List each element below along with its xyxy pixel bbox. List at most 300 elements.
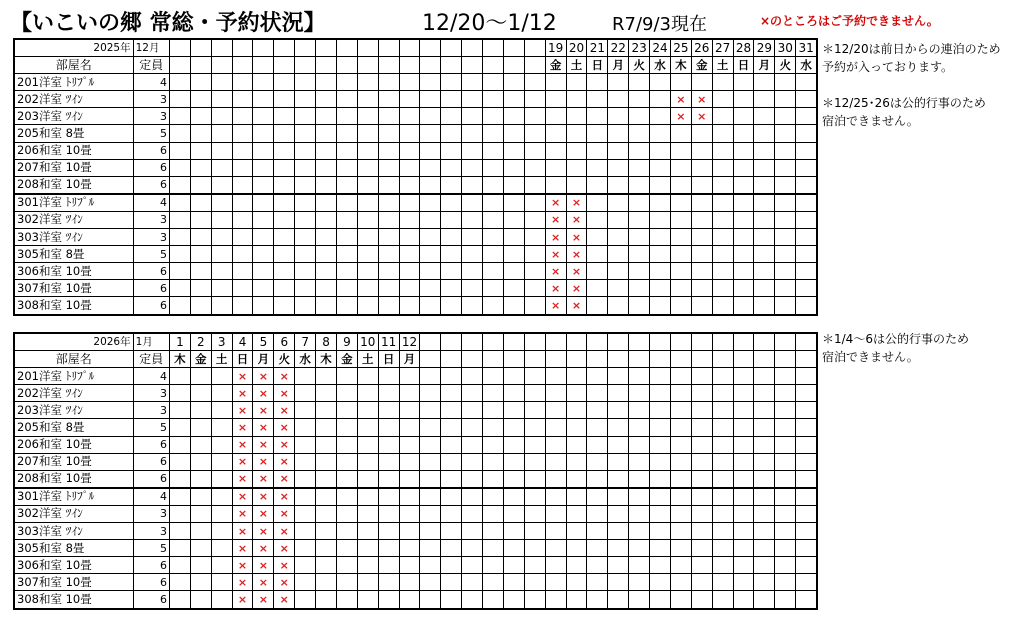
day-cell	[629, 142, 650, 159]
day-cell	[420, 385, 441, 402]
day-cell	[754, 368, 775, 385]
day-cell	[483, 211, 504, 228]
day-cell	[775, 280, 796, 297]
weekday	[295, 57, 316, 74]
day-cell	[587, 419, 608, 436]
day-cell	[650, 540, 671, 557]
day-cell	[462, 488, 483, 506]
day-cell	[712, 263, 733, 280]
unavailable-mark: ×	[566, 263, 587, 280]
day-cell	[483, 557, 504, 574]
day-cell	[357, 385, 378, 402]
day-cell	[399, 176, 420, 194]
room-name: 205和室 8畳	[14, 125, 133, 142]
day-cell	[274, 297, 295, 315]
day-cell	[775, 488, 796, 506]
weekday	[566, 351, 587, 368]
day-cell	[336, 540, 357, 557]
day-cell	[316, 453, 337, 470]
day-number: 19	[545, 39, 566, 57]
day-number	[399, 39, 420, 57]
day-cell	[169, 591, 190, 609]
day-cell	[566, 453, 587, 470]
note-line: 宿泊できません。	[822, 114, 919, 128]
day-cell	[462, 557, 483, 574]
unavailable-mark: ×	[232, 523, 253, 540]
day-cell	[316, 280, 337, 297]
day-cell	[754, 385, 775, 402]
day-cell	[399, 280, 420, 297]
day-cell	[274, 246, 295, 263]
day-cell	[357, 142, 378, 159]
day-cell	[629, 453, 650, 470]
unavailable-mark: ×	[253, 540, 274, 557]
day-cell	[420, 505, 441, 522]
day-cell	[796, 142, 817, 159]
day-cell	[608, 194, 629, 212]
day-cell	[503, 194, 524, 212]
day-cell	[524, 368, 545, 385]
day-cell	[545, 523, 566, 540]
day-cell	[712, 194, 733, 212]
day-cell	[733, 523, 754, 540]
day-cell	[462, 505, 483, 522]
unavailable-mark: ×	[274, 505, 295, 522]
day-cell	[775, 142, 796, 159]
day-cell	[629, 488, 650, 506]
room-row	[14, 419, 817, 436]
day-cell	[378, 470, 399, 488]
day-cell	[754, 470, 775, 488]
room-capacity: 6	[133, 159, 169, 176]
day-number	[712, 333, 733, 351]
day-cell	[629, 246, 650, 263]
day-cell	[545, 591, 566, 609]
day-cell	[775, 211, 796, 228]
day-cell	[775, 368, 796, 385]
day-cell	[545, 91, 566, 108]
room-name: 206和室 10畳	[14, 436, 133, 453]
day-cell	[483, 574, 504, 591]
day-cell	[169, 368, 190, 385]
day-cell	[211, 540, 232, 557]
unavailable-mark: ×	[253, 470, 274, 488]
unavailable-mark: ×	[274, 402, 295, 419]
day-cell	[274, 176, 295, 194]
day-cell	[545, 368, 566, 385]
day-number: 31	[796, 39, 817, 57]
day-cell	[483, 591, 504, 609]
day-cell	[462, 74, 483, 91]
room-name: 205和室 8畳	[14, 419, 133, 436]
day-cell	[712, 574, 733, 591]
day-cell	[650, 159, 671, 176]
day-cell	[608, 246, 629, 263]
day-cell	[336, 402, 357, 419]
day-cell	[378, 229, 399, 246]
day-cell	[670, 211, 691, 228]
day-cell	[378, 574, 399, 591]
day-cell	[566, 488, 587, 506]
day-cell	[629, 523, 650, 540]
day-number-row	[14, 39, 817, 57]
day-cell	[587, 591, 608, 609]
unavailable-mark: ×	[253, 523, 274, 540]
day-cell	[441, 470, 462, 488]
unavailable-mark: ×	[232, 436, 253, 453]
day-cell	[357, 419, 378, 436]
day-cell	[670, 385, 691, 402]
day-cell	[545, 385, 566, 402]
day-cell	[503, 540, 524, 557]
day-cell	[587, 297, 608, 315]
day-cell	[462, 125, 483, 142]
day-cell	[733, 505, 754, 522]
day-cell	[754, 297, 775, 315]
unavailable-mark: ×	[232, 385, 253, 402]
day-cell	[378, 419, 399, 436]
day-cell	[608, 297, 629, 315]
day-cell	[733, 246, 754, 263]
unavailable-mark: ×	[545, 280, 566, 297]
booking-period: 12/20〜1/12	[422, 11, 557, 36]
day-cell	[650, 211, 671, 228]
room-row	[14, 194, 817, 212]
day-cell	[378, 280, 399, 297]
weekday: 水	[796, 57, 817, 74]
day-cell	[587, 540, 608, 557]
day-cell	[545, 176, 566, 194]
day-cell	[316, 557, 337, 574]
room-row	[14, 108, 817, 125]
day-cell	[190, 176, 211, 194]
day-cell	[190, 229, 211, 246]
day-cell	[629, 557, 650, 574]
day-cell	[420, 246, 441, 263]
day-number	[483, 333, 504, 351]
day-cell	[796, 125, 817, 142]
unavailable-mark: ×	[566, 229, 587, 246]
day-cell	[420, 453, 441, 470]
day-cell	[587, 142, 608, 159]
weekday	[169, 57, 190, 74]
day-cell	[420, 142, 441, 159]
day-cell	[503, 523, 524, 540]
day-cell	[232, 246, 253, 263]
day-cell	[524, 297, 545, 315]
day-cell	[566, 591, 587, 609]
day-cell	[754, 540, 775, 557]
unavailable-mark: ×	[274, 470, 295, 488]
day-cell	[545, 108, 566, 125]
day-cell	[712, 297, 733, 315]
day-number: 1	[169, 333, 190, 351]
day-number	[587, 333, 608, 351]
day-cell	[295, 540, 316, 557]
day-cell	[378, 453, 399, 470]
day-cell	[754, 176, 775, 194]
room-capacity: 6	[133, 176, 169, 194]
weekday	[733, 351, 754, 368]
room-row	[14, 453, 817, 470]
day-cell	[670, 142, 691, 159]
day-cell	[441, 540, 462, 557]
day-cell	[775, 385, 796, 402]
day-cell	[733, 470, 754, 488]
day-cell	[169, 505, 190, 522]
weekday	[316, 57, 337, 74]
day-cell	[420, 368, 441, 385]
day-cell	[587, 453, 608, 470]
note	[822, 330, 969, 366]
weekday: 月	[608, 57, 629, 74]
day-cell	[524, 229, 545, 246]
day-cell	[629, 436, 650, 453]
day-cell	[629, 470, 650, 488]
weekday	[274, 57, 295, 74]
day-cell	[691, 229, 712, 246]
day-cell	[691, 385, 712, 402]
day-cell	[274, 159, 295, 176]
day-cell	[169, 91, 190, 108]
day-cell	[295, 74, 316, 91]
unavailable-mark: ×	[232, 470, 253, 488]
day-cell	[670, 591, 691, 609]
day-cell	[336, 297, 357, 315]
day-cell	[357, 125, 378, 142]
day-cell	[566, 385, 587, 402]
day-number: 5	[253, 333, 274, 351]
day-cell	[295, 470, 316, 488]
day-number	[503, 39, 524, 57]
room-capacity: 3	[133, 523, 169, 540]
day-cell	[190, 108, 211, 125]
day-cell	[775, 246, 796, 263]
day-cell	[420, 91, 441, 108]
day-cell	[670, 574, 691, 591]
day-cell	[462, 108, 483, 125]
day-cell	[670, 419, 691, 436]
weekday-row	[14, 57, 817, 74]
day-cell	[691, 211, 712, 228]
day-cell	[796, 74, 817, 91]
day-cell	[524, 505, 545, 522]
day-cell	[274, 263, 295, 280]
day-cell	[587, 505, 608, 522]
day-cell	[399, 436, 420, 453]
unavailable-mark: ×	[274, 368, 295, 385]
day-number	[441, 333, 462, 351]
room-capacity: 4	[133, 368, 169, 385]
day-cell	[608, 540, 629, 557]
day-cell	[503, 280, 524, 297]
day-cell	[650, 505, 671, 522]
day-cell	[775, 125, 796, 142]
day-cell	[462, 402, 483, 419]
day-cell	[462, 246, 483, 263]
weekday	[399, 57, 420, 74]
room-name: 306和室 10畳	[14, 263, 133, 280]
weekday: 土	[211, 351, 232, 368]
day-cell	[295, 280, 316, 297]
day-cell	[691, 453, 712, 470]
day-cell	[796, 385, 817, 402]
day-number	[357, 39, 378, 57]
day-cell	[357, 74, 378, 91]
day-number	[691, 333, 712, 351]
day-cell	[399, 91, 420, 108]
room-capacity: 3	[133, 385, 169, 402]
day-cell	[483, 368, 504, 385]
day-cell	[775, 419, 796, 436]
day-cell	[357, 523, 378, 540]
day-cell	[629, 125, 650, 142]
day-cell	[545, 402, 566, 419]
unavailable-mark: ×	[566, 280, 587, 297]
day-cell	[754, 142, 775, 159]
day-cell	[691, 488, 712, 506]
day-cell	[316, 246, 337, 263]
day-cell	[336, 470, 357, 488]
day-cell	[733, 211, 754, 228]
day-cell	[691, 159, 712, 176]
day-cell	[399, 505, 420, 522]
day-cell	[587, 488, 608, 506]
day-cell	[524, 574, 545, 591]
day-cell	[545, 488, 566, 506]
day-cell	[169, 159, 190, 176]
day-cell	[587, 229, 608, 246]
day-cell	[295, 385, 316, 402]
day-cell	[775, 91, 796, 108]
day-cell	[712, 74, 733, 91]
day-cell	[503, 74, 524, 91]
day-cell	[274, 125, 295, 142]
weekday: 水	[650, 57, 671, 74]
day-cell	[650, 488, 671, 506]
day-cell	[399, 125, 420, 142]
day-cell	[712, 540, 733, 557]
day-cell	[691, 142, 712, 159]
day-cell	[462, 194, 483, 212]
day-cell	[316, 229, 337, 246]
room-name: 207和室 10畳	[14, 159, 133, 176]
day-cell	[211, 211, 232, 228]
room-name: 201洋室 ﾄﾘﾌﾟﾙ	[14, 74, 133, 91]
day-cell	[566, 505, 587, 522]
day-cell	[378, 436, 399, 453]
day-cell	[733, 263, 754, 280]
room-row	[14, 176, 817, 194]
day-cell	[503, 263, 524, 280]
day-number	[754, 333, 775, 351]
day-cell	[733, 368, 754, 385]
day-cell	[775, 436, 796, 453]
day-cell	[670, 368, 691, 385]
weekday: 金	[691, 57, 712, 74]
day-cell	[712, 108, 733, 125]
day-cell	[503, 436, 524, 453]
day-cell	[483, 436, 504, 453]
day-cell	[190, 453, 211, 470]
day-number	[524, 333, 545, 351]
day-number: 27	[712, 39, 733, 57]
weekday	[462, 351, 483, 368]
room-name: 307和室 10畳	[14, 574, 133, 591]
day-cell	[566, 176, 587, 194]
day-cell	[608, 402, 629, 419]
day-cell	[378, 142, 399, 159]
day-cell	[316, 263, 337, 280]
weekday: 火	[629, 57, 650, 74]
room-capacity: 5	[133, 540, 169, 557]
capacity-column-label: 定員	[133, 351, 169, 368]
day-cell	[420, 159, 441, 176]
day-cell	[169, 125, 190, 142]
day-number	[462, 333, 483, 351]
unavailable-mark: ×	[253, 436, 274, 453]
day-cell	[441, 211, 462, 228]
unavailable-mark: ×	[232, 453, 253, 470]
day-cell	[503, 505, 524, 522]
day-cell	[566, 557, 587, 574]
day-cell	[775, 263, 796, 280]
day-cell	[441, 523, 462, 540]
day-cell	[650, 297, 671, 315]
day-cell	[712, 142, 733, 159]
day-cell	[462, 263, 483, 280]
room-capacity: 4	[133, 194, 169, 212]
day-cell	[796, 297, 817, 315]
day-cell	[169, 211, 190, 228]
day-cell	[295, 453, 316, 470]
day-cell	[587, 557, 608, 574]
day-cell	[712, 436, 733, 453]
day-cell	[420, 436, 441, 453]
day-cell	[399, 368, 420, 385]
day-cell	[587, 176, 608, 194]
day-cell	[608, 436, 629, 453]
day-cell	[420, 488, 441, 506]
day-cell	[608, 419, 629, 436]
day-cell	[608, 453, 629, 470]
day-cell	[796, 505, 817, 522]
day-number	[524, 39, 545, 57]
day-cell	[357, 436, 378, 453]
day-cell	[295, 91, 316, 108]
day-cell	[629, 505, 650, 522]
day-number: 4	[232, 333, 253, 351]
day-cell	[316, 125, 337, 142]
day-cell	[524, 91, 545, 108]
room-name: 202洋室 ﾂｲﾝ	[14, 91, 133, 108]
day-number	[483, 39, 504, 57]
unavailable-mark: ×	[691, 91, 712, 108]
day-cell	[441, 108, 462, 125]
day-cell	[524, 176, 545, 194]
unavailable-mark: ×	[253, 574, 274, 591]
day-cell	[274, 280, 295, 297]
day-number	[378, 39, 399, 57]
day-number	[733, 333, 754, 351]
day-cell	[629, 176, 650, 194]
day-cell	[670, 229, 691, 246]
day-number: 12	[399, 333, 420, 351]
day-cell	[190, 211, 211, 228]
day-cell	[503, 246, 524, 263]
day-cell	[378, 176, 399, 194]
day-cell	[357, 194, 378, 212]
